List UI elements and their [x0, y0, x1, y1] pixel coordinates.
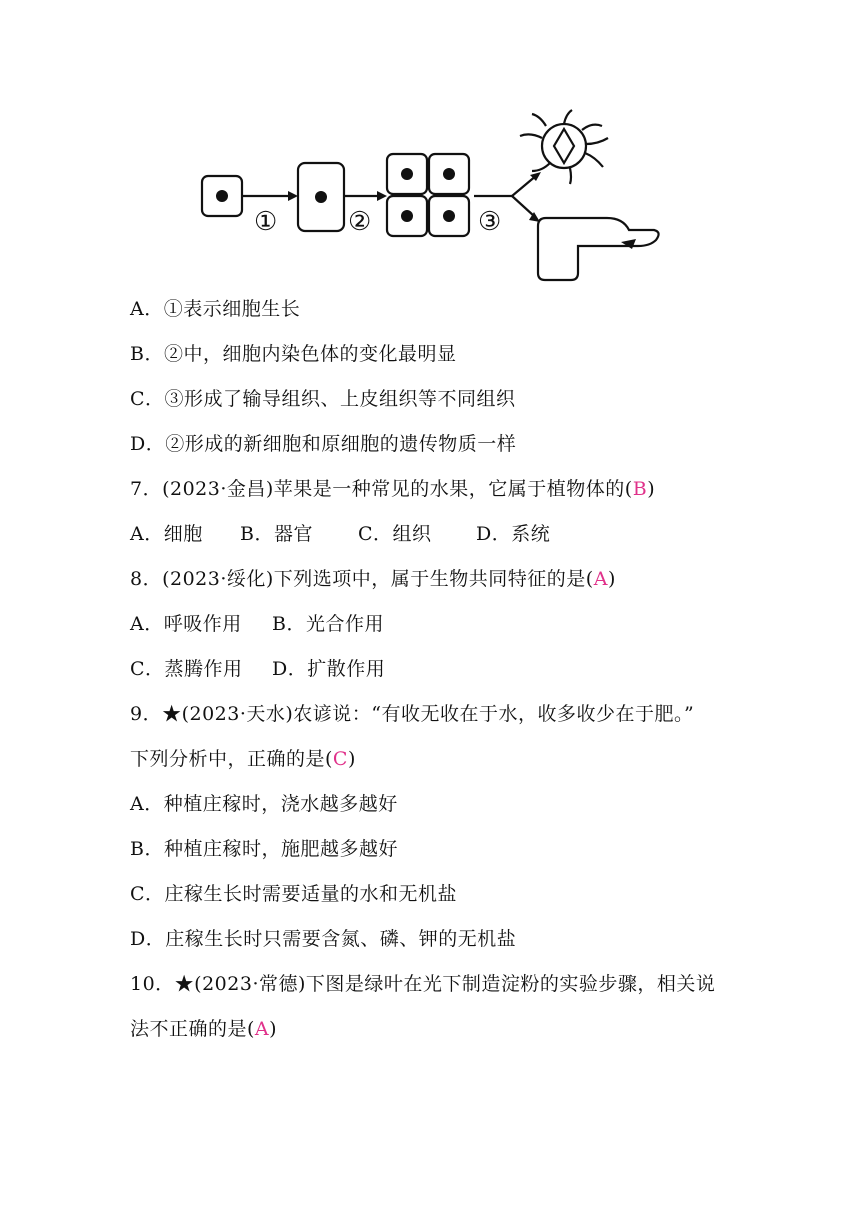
q7-option-c: C．组织 — [358, 523, 432, 545]
q9-option-b: B．种植庄稼时，施肥越多越好 — [130, 838, 398, 860]
q8-close: ) — [607, 568, 616, 590]
q7-option-d: D．系统 — [476, 523, 551, 545]
q7-close: ) — [647, 478, 656, 500]
step-3-label: ③ — [478, 207, 502, 237]
step-2-label: ② — [348, 207, 372, 237]
q7-options — [130, 521, 550, 547]
q8-options-row2 — [130, 656, 385, 682]
cell-differentiation-diagram — [190, 108, 670, 290]
q6-option-b: B．②中，细胞内染色体的变化最明显 — [130, 343, 457, 365]
q9-stem-line2 — [130, 746, 356, 772]
q7-answer: B — [632, 478, 648, 500]
q8-option-a: A．呼吸作用 — [130, 613, 242, 635]
q10-close: ) — [269, 1018, 278, 1040]
q10-answer: A — [254, 1018, 270, 1040]
q10-stem-line2 — [130, 1016, 277, 1042]
q9-answer: C — [332, 748, 348, 770]
q7-stem — [130, 476, 655, 502]
q8-answer: A — [593, 568, 608, 590]
q6-option-d: D．②形成的新细胞和原细胞的遗传物质一样 — [130, 433, 517, 455]
q7-option-a: A．细胞 — [130, 523, 203, 545]
q7-stem-text: 7．(2023·金昌)苹果是一种常见的水果，它属于植物体的( — [130, 478, 633, 500]
q6-option-c: C．③形成了输导组织、上皮组织等不同组织 — [130, 388, 516, 410]
q8-option-d: D．扩散作用 — [272, 658, 386, 680]
q8-stem — [130, 566, 616, 592]
q10-stem-text: 法不正确的是( — [130, 1018, 255, 1040]
q9-option-c: C．庄稼生长时需要适量的水和无机盐 — [130, 883, 458, 905]
q6-option-a: A．①表示细胞生长 — [130, 298, 301, 320]
root-hair-cell — [538, 218, 659, 280]
q8-options-row1 — [130, 611, 384, 637]
q9-stem-text: 下列分析中，正确的是( — [130, 748, 333, 770]
q9-close: ) — [347, 748, 356, 770]
q10-stem-line1: 10．★(2023·常德)下图是绿叶在光下制造淀粉的实验步骤，相关说 — [130, 973, 716, 995]
q7-option-b: B．器官 — [240, 523, 313, 545]
step-1-label: ① — [254, 207, 278, 237]
q9-option-a: A．种植庄稼时，浇水越多越好 — [130, 793, 398, 815]
q9-stem-line1: 9．★(2023·天水)农谚说：“有收无收在于水，收多收少在于肥。” — [130, 703, 695, 725]
q9-option-d: D．庄稼生长时只需要含氮、磷、钾的无机盐 — [130, 928, 517, 950]
q8-stem-text: 8．(2023·绥化)下列选项中，属于生物共同特征的是( — [130, 568, 594, 590]
q8-option-b: B．光合作用 — [272, 613, 384, 635]
q8-option-c: C．蒸腾作用 — [130, 658, 243, 680]
